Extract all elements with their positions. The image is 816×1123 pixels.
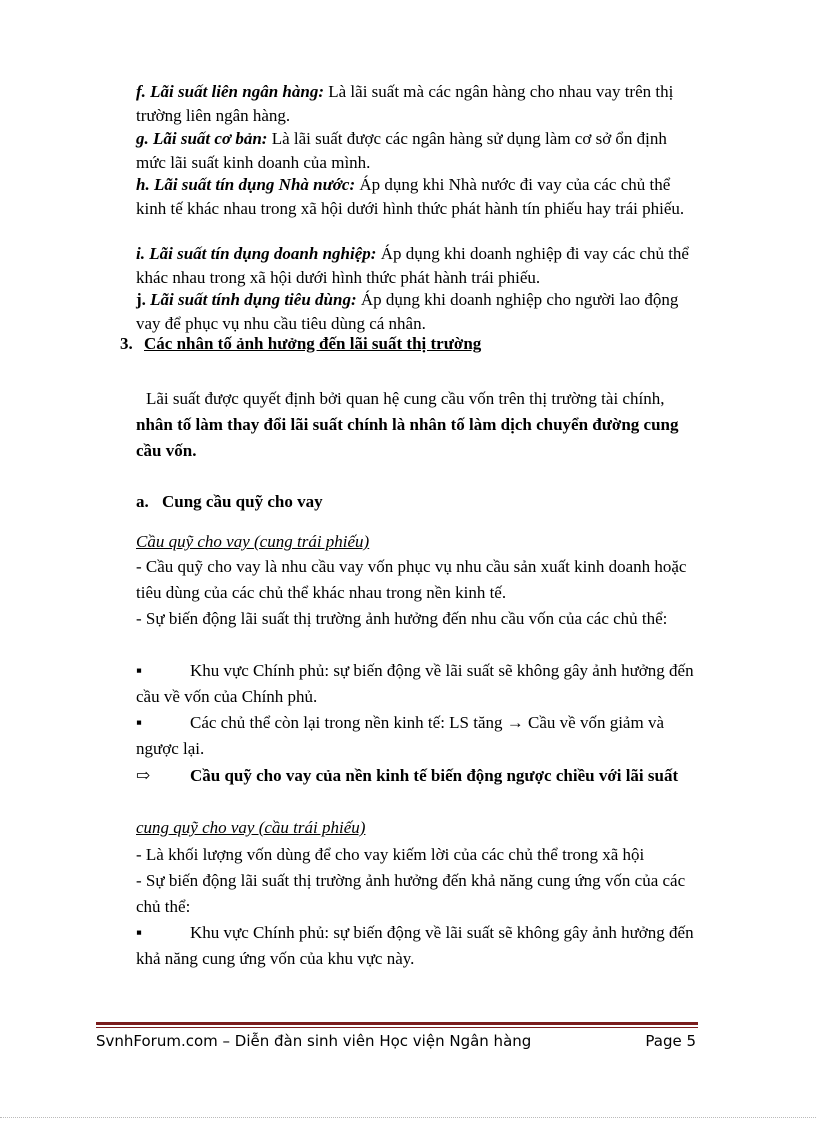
square-bullet-icon: ▪ (136, 661, 143, 680)
definition-h (136, 173, 696, 220)
demand-heading: Cầu quỹ cho vay (cung trái phiếu) (136, 532, 370, 551)
supply-bullet-1 (136, 920, 696, 972)
supply-bullet-1-text: Khu vực Chính phủ: sự biến động về lãi suất sẽ không gây ảnh hưởng đến khả năng cung ứng vốn của khu vực này. (136, 923, 694, 968)
footer-rule-thin (96, 1027, 698, 1028)
supply-heading: cung quỹ cho vay (cầu trái phiếu) (136, 818, 366, 837)
definition-i (136, 242, 696, 289)
demand-bullet-2-text: Các chủ thể còn lại trong nền kinh tế: LS tăng → Cầu về vốn giảm và ngược lại. (136, 713, 664, 758)
text-i: Áp dụng khi doanh nghiệp đi vay các chủ thể khác nhau trong xã hội dưới hình thức phát hành trái phiếu. (136, 244, 689, 287)
demand-paragraph-2: - Sự biến động lãi suất thị trường ảnh hưởng đến nhu cầu vốn của các chủ thể: (136, 609, 668, 628)
definition-j (136, 288, 696, 335)
term-j: Lãi suất tính dụng tiêu dùng: (145, 290, 357, 309)
text-h: Áp dụng khi Nhà nước đi vay của các chủ thể kinh tế khác nhau trong xã hội dưới hình thức phát hành tín phiếu hay trái phiếu. (136, 175, 685, 218)
term-i: i. Lãi suất tín dụng doanh nghiệp: (136, 244, 377, 263)
term-h: h. Lãi suất tín dụng Nhà nước: (136, 175, 356, 194)
demand-paragraph-1: - Cầu quỹ cho vay là nhu cầu vay vốn phục vụ nhu cầu sản xuất kinh doanh hoặc tiêu dùng của các chủ thể khác nhau trong nền kinh tế. (136, 557, 687, 602)
supply-paragraph-1: - Là khối lượng vốn dùng để cho vay kiếm lời của các chủ thể trong xã hội (136, 845, 645, 864)
section-3-heading (120, 334, 481, 354)
demand-conclusion (136, 763, 696, 789)
intro-paragraph (136, 386, 696, 464)
section-3-title: Các nhân tố ảnh hưởng đến lãi suất thị trường (144, 334, 482, 353)
square-bullet-icon: ▪ (136, 713, 143, 732)
intro-bold: nhân tố làm thay đổi lãi suất chính là nhân tố làm dịch chuyển đường cung cầu vốn. (136, 415, 679, 460)
supply-paragraph-2: - Sự biến động lãi suất thị trường ảnh hưởng đến khả năng cung ứng vốn của các chủ thể: (136, 871, 686, 916)
arrow-right-icon: ⇨ (136, 766, 151, 785)
demand-conclusion-text: Cầu quỹ cho vay của nền kinh tế biến động ngược chiều với lãi suất (190, 766, 679, 785)
subsection-a-heading (136, 492, 323, 512)
text-f: Là lãi suất mà các ngân hàng cho nhau vay trên thị trường liên ngân hàng. (136, 82, 674, 125)
definition-f (136, 80, 696, 127)
demand-bullet-2 (136, 710, 696, 762)
subsection-a-number: a. (136, 492, 149, 511)
definition-g (136, 127, 696, 174)
text-g: Là lãi suất được các ngân hàng sử dụng làm cơ sở ổn định mức lãi suất kinh doanh của mình. (136, 129, 667, 172)
footer-site-text: SvnhForum.com – Diễn đàn sinh viên Học viện Ngân hàng (96, 1032, 532, 1050)
footer-rule-thick (96, 1022, 698, 1025)
text-j: Áp dụng khi doanh nghiệp cho người lao động vay để phục vụ nhu cầu tiêu dùng cá nhân. (136, 290, 679, 333)
term-f: f. Lãi suất liên ngân hàng: (136, 82, 324, 101)
term-j-letter: j. (136, 290, 146, 309)
term-g: g. Lãi suất cơ bản: (136, 129, 268, 148)
section-3-number: 3. (120, 334, 133, 353)
demand-bullet-1 (136, 658, 696, 710)
square-bullet-icon: ▪ (136, 923, 143, 942)
page-number: Page 5 (645, 1032, 696, 1050)
subsection-a-title: Cung cầu quỹ cho vay (162, 492, 323, 511)
intro-plain: Lãi suất được quyết định bởi quan hệ cung cầu vốn trên thị trường tài chính, (146, 389, 665, 408)
page-break-line (0, 1117, 816, 1118)
demand-bullet-1-text: Khu vực Chính phủ: sự biến động về lãi suất sẽ không gây ảnh hưởng đến cầu về vốn của Chính phủ. (136, 661, 694, 706)
